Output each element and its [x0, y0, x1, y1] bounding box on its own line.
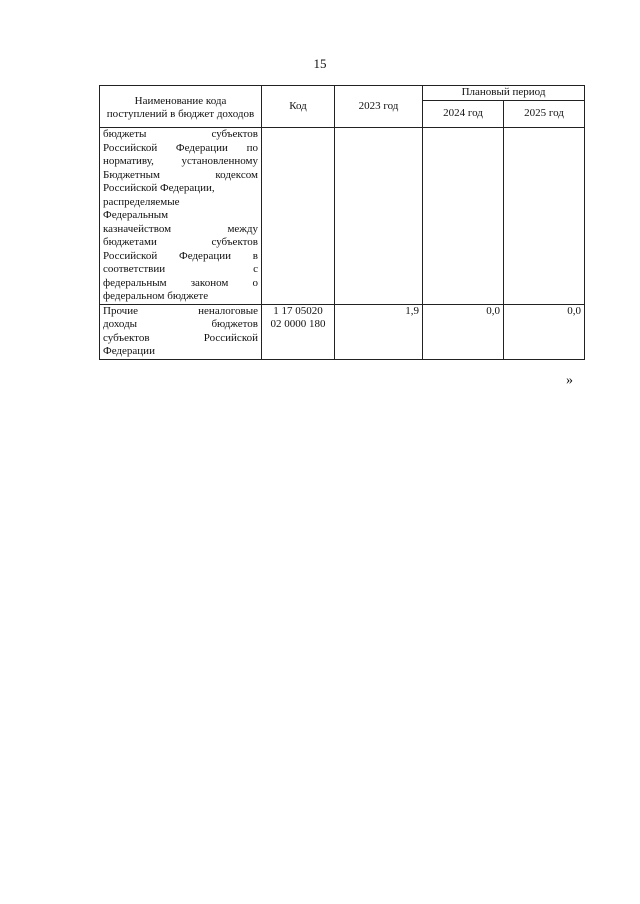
row-value-2023	[335, 128, 423, 305]
name-line: соответствии с	[103, 263, 258, 275]
name-line: доходы бюджетов	[103, 318, 258, 330]
name-line: Российской Федерации,	[103, 182, 215, 194]
name-line: нормативу, установленному	[103, 155, 258, 167]
name-line: Бюджетным кодексом	[103, 168, 258, 181]
table-row	[100, 128, 585, 305]
header-year-2024: 2024 год	[423, 101, 504, 128]
header-year-2025: 2025 год	[504, 101, 585, 128]
header-year-2023: 2023 год	[335, 86, 423, 128]
row-value-2025: 0,0	[504, 304, 585, 359]
name-line: бюджеты субъектов	[103, 128, 258, 140]
name-line: федеральным законом о	[103, 276, 258, 289]
name-line: распределяемые	[103, 195, 180, 208]
name-line: субъектов Российской	[103, 331, 258, 344]
row-value-2024	[423, 128, 504, 305]
header-name: Наименование кода поступлений в бюджет доходов	[100, 86, 262, 128]
row-value-2025	[504, 128, 585, 305]
closing-quote: »	[566, 373, 573, 388]
row-code-cell	[262, 128, 335, 305]
name-line: федеральном бюджете	[103, 290, 209, 302]
code-line: 02 0000 180	[270, 318, 326, 330]
row-name-cell	[100, 304, 262, 359]
budget-revenue-table	[99, 85, 585, 360]
name-line: Российской Федерации в	[103, 249, 258, 262]
row-code-cell	[262, 304, 335, 359]
table-header-row-1	[100, 86, 585, 101]
name-line: Прочие неналоговые	[103, 304, 258, 317]
row-value-2023: 1,9	[335, 304, 423, 359]
code-line: 1 17 05020	[273, 304, 323, 317]
name-line: Российской Федерации по	[103, 141, 258, 154]
table-row	[100, 304, 585, 359]
page-number: 15	[313, 56, 327, 71]
name-line: Федеральным	[103, 209, 169, 221]
row-value-2024: 0,0	[423, 304, 504, 359]
header-code: Код	[262, 86, 335, 128]
name-line: бюджетами субъектов	[103, 236, 258, 248]
row-name-cell	[100, 128, 262, 305]
name-line: казначейством между	[103, 222, 258, 235]
header-planned-period: Плановый период	[423, 86, 585, 101]
name-line: Федерации	[103, 345, 155, 357]
